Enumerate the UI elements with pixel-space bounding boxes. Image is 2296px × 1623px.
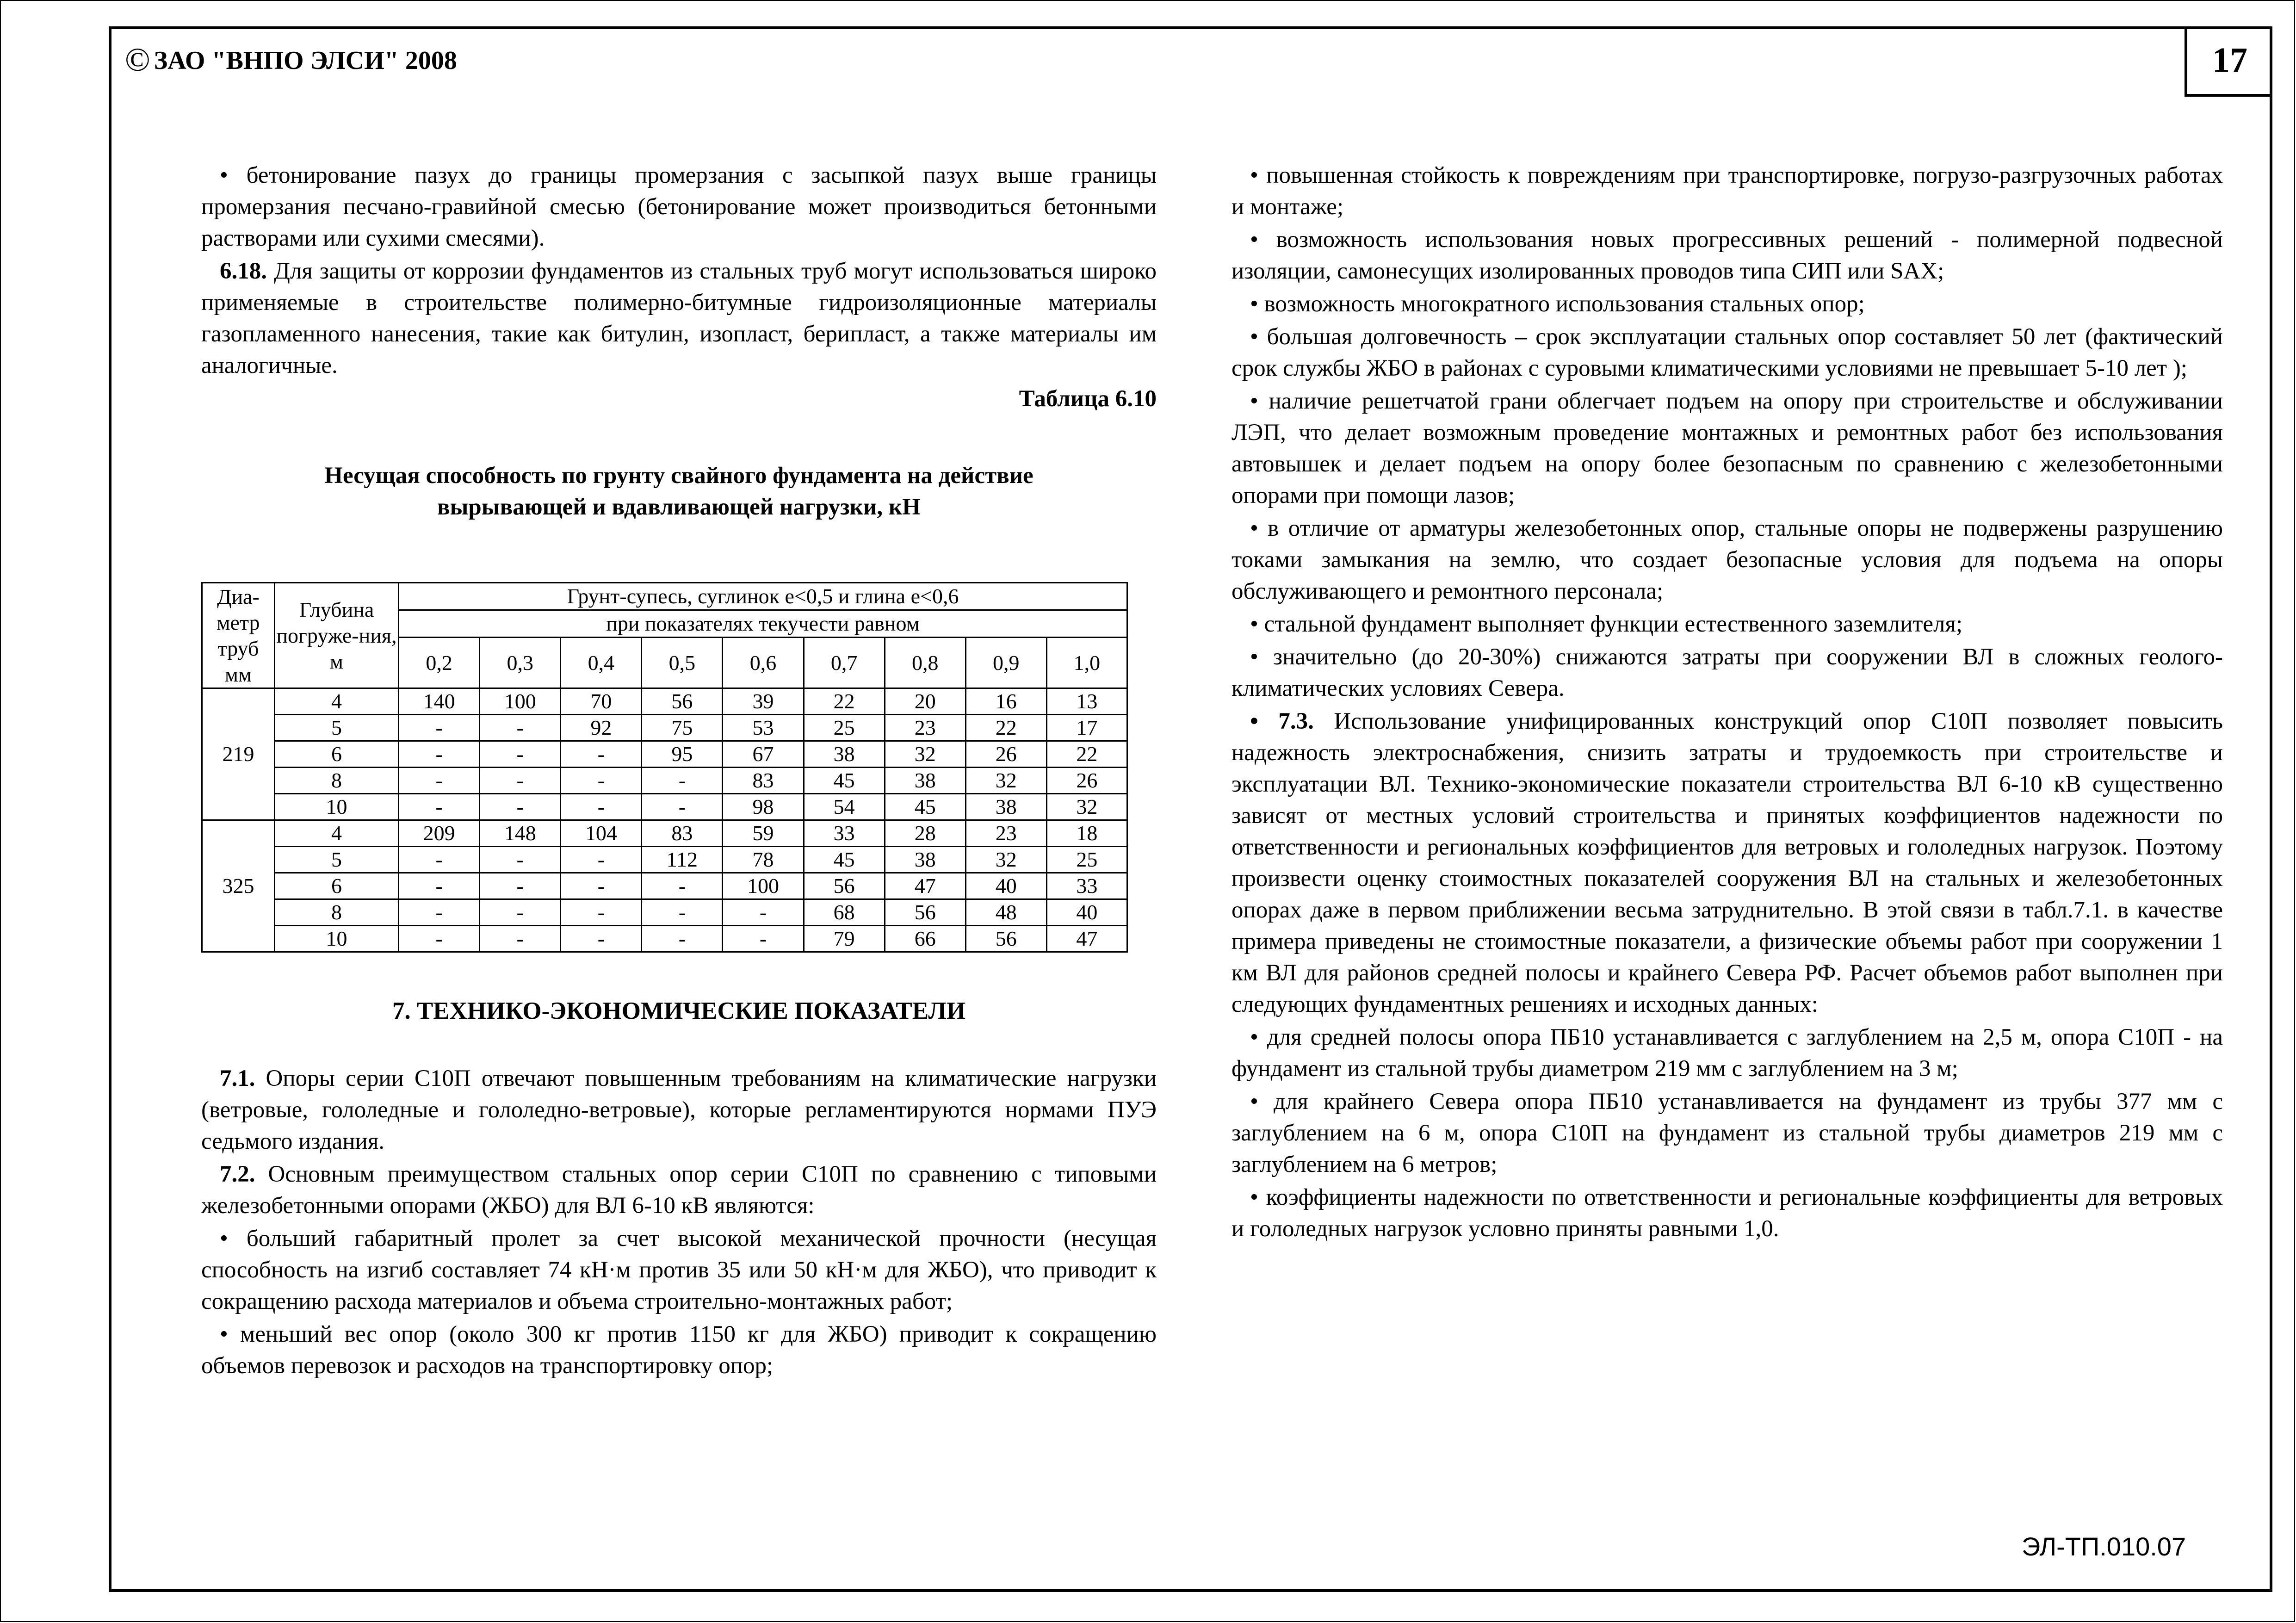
- depth-value: 4: [274, 820, 398, 847]
- pipe-diameter: 219: [202, 688, 275, 820]
- left-column: [201, 160, 1157, 1381]
- depth-value: 4: [274, 688, 398, 715]
- capacity-value: 68: [804, 899, 885, 926]
- capacity-value: 38: [965, 794, 1046, 820]
- capacity-value: -: [480, 715, 561, 741]
- capacity-value: 78: [723, 847, 804, 873]
- table-caption-line-2: вырывающей и вдавливающей нагрузки, кН: [437, 494, 921, 520]
- depth-value: 6: [274, 741, 398, 768]
- table-caption: [201, 460, 1157, 523]
- capacity-value: -: [480, 926, 561, 952]
- header-fluidity-value: 0,8: [885, 638, 965, 688]
- capacity-value: -: [480, 899, 561, 926]
- bullet-middle-zone: • для средней полосы опора ПБ10 устанавливается с заглублением на 2,5 м, опора С10П - на фундамент из стальной трубы диаметром 219 мм с заглублением на 3 м;: [1232, 1024, 2223, 1082]
- capacity-value: 23: [885, 715, 965, 741]
- capacity-value: -: [561, 794, 642, 820]
- capacity-value: -: [399, 926, 480, 952]
- capacity-value: 83: [723, 768, 804, 794]
- capacity-value: 56: [885, 899, 965, 926]
- header-soil: Грунт-супесь, суглинок е<0,5 и глина е<0,6: [399, 583, 1127, 610]
- capacity-value: -: [723, 899, 804, 926]
- bullet-weight: • меньший вес опор (около 300 кг против 1150 кг для ЖБО) приводит к сокращению объемов перевозок и расходов на транспортировку опор;: [201, 1321, 1157, 1379]
- capacity-value: 112: [642, 847, 723, 873]
- header-fluidity-value: 0,6: [723, 638, 804, 688]
- capacity-value: 75: [642, 715, 723, 741]
- header-diameter: Диа-метр труб мм: [202, 583, 275, 688]
- capacity-value: 25: [804, 715, 885, 741]
- clause-number: • 7.3.: [1250, 708, 1314, 734]
- capacity-value: 38: [804, 741, 885, 768]
- bullet-fault-currents: • в отличие от арматуры железобетонных опор, стальные опоры не подвержены разрушению токами замыкания на землю, что создает безопасные условия для подъема на опоры обслуживающего и ремонтного персонала;: [1232, 515, 2223, 604]
- capacity-value: 47: [885, 873, 965, 899]
- depth-value: 10: [274, 926, 398, 952]
- table-row: [202, 873, 1127, 899]
- capacity-value: 100: [480, 688, 561, 715]
- clause-number: 6.18.: [220, 258, 267, 284]
- capacity-value: 26: [1046, 768, 1127, 794]
- bullet-longevity: • большая долговечность – срок эксплуатации стальных опор составляет 50 лет (фактический срок службы ЖБО в районах с суровыми климатическими условиями не превышает 5-10 лет );: [1232, 324, 2223, 381]
- capacity-value: -: [399, 741, 480, 768]
- capacity-value: -: [480, 741, 561, 768]
- header-fluidity-value: 0,2: [399, 638, 480, 688]
- capacity-value: 92: [561, 715, 642, 741]
- bullet-new-solutions: • возможность использования новых прогрессивных решений - полимерной подвесной изоляции, самонесущих изолированных проводов типа СИП или SAX;: [1232, 227, 2223, 284]
- capacity-value: 209: [399, 820, 480, 847]
- page-number: 17: [2212, 40, 2247, 80]
- header-fluidity-value: 0,4: [561, 638, 642, 688]
- capacity-value: 83: [642, 820, 723, 847]
- table-caption-line-1: Несущая способность по грунту свайного фундамента на действие: [324, 463, 1034, 489]
- capacity-value: 16: [965, 688, 1046, 715]
- capacity-value: 33: [1046, 873, 1127, 899]
- capacity-value: 32: [965, 847, 1046, 873]
- capacity-value: -: [480, 847, 561, 873]
- capacity-value: 53: [723, 715, 804, 741]
- paragraph-text: Основным преимуществом стальных опор серии С10П по сравнению с типовыми железобетонными опорами (ЖБО) для ВЛ 6-10 кВ являются:: [201, 1161, 1157, 1219]
- capacity-value: -: [480, 794, 561, 820]
- capacity-value: -: [561, 741, 642, 768]
- table-row: [202, 715, 1127, 741]
- paragraph-text: Для защиты от коррозии фундаментов из стальных труб могут использоваться широко применяемые в строительстве полимерно-битумные гидроизоляционные материалы газопламенного нанесения, такие как битулин, изопласт, берипласт, а также материалы им аналогичные.: [201, 258, 1157, 378]
- table-row: [202, 820, 1127, 847]
- capacity-value: 23: [965, 820, 1046, 847]
- capacity-value: -: [399, 899, 480, 926]
- bullet-durability-transport: • повышенная стойкость к повреждениям при транспортировке, погрузо-разгрузочных работах и монтаже;: [1232, 162, 2223, 220]
- capacity-value: 45: [804, 768, 885, 794]
- clause-number: 7.2.: [220, 1161, 255, 1187]
- header-fluidity-value: 0,5: [642, 638, 723, 688]
- capacity-value: -: [642, 768, 723, 794]
- capacity-value: -: [480, 768, 561, 794]
- table-row: [202, 741, 1127, 768]
- capacity-value: 48: [965, 899, 1046, 926]
- depth-value: 10: [274, 794, 398, 820]
- paragraph-7-3: [1232, 706, 2223, 1020]
- table-row: [202, 768, 1127, 794]
- depth-value: 5: [274, 715, 398, 741]
- capacity-value: 13: [1046, 688, 1127, 715]
- capacity-value: 18: [1046, 820, 1127, 847]
- company-year: ЗАО "ВНПО ЭЛСИ" 2008: [154, 46, 457, 75]
- capacity-value: -: [642, 899, 723, 926]
- capacity-value: 22: [965, 715, 1046, 741]
- capacity-value: 32: [1046, 794, 1127, 820]
- paragraph-7-1: [201, 1063, 1157, 1157]
- right-column: [1232, 160, 2223, 1245]
- capacity-value: 59: [723, 820, 804, 847]
- pipe-diameter: 325: [202, 820, 275, 952]
- paragraph-concreting: • бетонирование пазух до границы промерзания с засыпкой пазух выше границы промерзания песчано-гравийной смесью (бетонирование может производиться бетонными растворами или сухими смесями).: [201, 162, 1157, 251]
- paragraph-7-2: [201, 1158, 1157, 1221]
- capacity-value: 39: [723, 688, 804, 715]
- header-fluidity-value: 1,0: [1046, 638, 1127, 688]
- capacity-value: 148: [480, 820, 561, 847]
- bullet-grounding: • стальной фундамент выполняет функции естественного заземлителя;: [1250, 611, 1963, 637]
- header-title: [125, 41, 457, 79]
- capacity-value: 40: [1046, 899, 1127, 926]
- capacity-value: 32: [885, 741, 965, 768]
- document-code: ЭЛ-ТП.010.07: [2022, 1532, 2186, 1561]
- bullet-span: • больший габаритный пролет за счет высокой механической прочности (несущая способность на изгиб составляет 74 кН·м против 35 или 50 кН·м для ЖБО), что приводит к сокращению расхода материалов и объема строительно-монтажных работ;: [201, 1226, 1157, 1314]
- capacity-value: 22: [804, 688, 885, 715]
- capacity-value: 32: [965, 768, 1046, 794]
- capacity-value: 47: [1046, 926, 1127, 952]
- header-depth: Глубина погруже-ния, м: [274, 583, 398, 688]
- header-fluidity-value: 0,3: [480, 638, 561, 688]
- depth-value: 6: [274, 873, 398, 899]
- capacity-value: 38: [885, 847, 965, 873]
- capacity-value: 56: [965, 926, 1046, 952]
- table-row: [202, 794, 1127, 820]
- capacity-value: -: [399, 715, 480, 741]
- capacity-value: 56: [804, 873, 885, 899]
- bullet-lattice-face: • наличие решетчатой грани облегчает подъем на опору при строительстве и обслуживании ЛЭП, что делает возможным проведение монтажных и ремонтных работ без использования автовышек и делает подъем на опору более безопасным по сравнению с железобетонными опорами при помощи лазов;: [1232, 388, 2223, 508]
- paragraph-6-18: [201, 255, 1157, 381]
- capacity-value: 45: [885, 794, 965, 820]
- paragraph-text: Опоры серии С10П отвечают повышенным требованиям на климатические нагрузки (ветровые, гололедные и гололедно-ветровые), которые регламентируются нормами ПУЭ седьмого издания.: [201, 1065, 1157, 1154]
- capacity-value: 104: [561, 820, 642, 847]
- capacity-value: -: [561, 873, 642, 899]
- capacity-value: 95: [642, 741, 723, 768]
- depth-value: 8: [274, 768, 398, 794]
- capacity-value: 54: [804, 794, 885, 820]
- table-label: Таблица 6.10: [1019, 386, 1157, 412]
- table-row: [202, 847, 1127, 873]
- capacity-value: 79: [804, 926, 885, 952]
- header-fluidity-value: 0,7: [804, 638, 885, 688]
- bullet-coefficients: • коэффициенты надежности по ответственности и региональные коэффициенты для ветровых и гололедных нагрузок условно приняты равными 1,0.: [1232, 1184, 2223, 1242]
- capacity-value: -: [399, 873, 480, 899]
- capacity-value: 33: [804, 820, 885, 847]
- bullet-far-north: • для крайнего Севера опора ПБ10 устанавливается на фундамент из трубы 377 мм с заглублением на 6 м, опора С10П на фундамент из стальной трубы диаметров 219 мм с заглублением на 6 метров;: [1232, 1089, 2223, 1177]
- capacity-value: 100: [723, 873, 804, 899]
- capacity-value: 17: [1046, 715, 1127, 741]
- capacity-value: 26: [965, 741, 1046, 768]
- capacity-value: 140: [399, 688, 480, 715]
- capacity-value: 45: [804, 847, 885, 873]
- header-fluidity-value: 0,9: [965, 638, 1046, 688]
- section-title: 7. ТЕХНИКО-ЭКОНОМИЧЕСКИЕ ПОКАЗАТЕЛИ: [392, 997, 966, 1024]
- capacity-value: 98: [723, 794, 804, 820]
- depth-value: 8: [274, 899, 398, 926]
- capacity-value: -: [723, 926, 804, 952]
- bullet-reuse: • возможность многократного использования стальных опор;: [1250, 291, 1865, 317]
- capacity-value: -: [642, 873, 723, 899]
- capacity-value: -: [399, 794, 480, 820]
- clause-number: 7.1.: [220, 1065, 255, 1091]
- capacity-value: -: [561, 899, 642, 926]
- capacity-value: 70: [561, 688, 642, 715]
- capacity-value: 28: [885, 820, 965, 847]
- bearing-capacity-table: [201, 582, 1128, 953]
- capacity-value: -: [399, 768, 480, 794]
- capacity-value: 20: [885, 688, 965, 715]
- capacity-value: 67: [723, 741, 804, 768]
- table-row: [202, 899, 1127, 926]
- copyright-symbol: ©: [125, 41, 150, 78]
- capacity-value: -: [561, 768, 642, 794]
- table-row: [202, 926, 1127, 952]
- capacity-value: -: [561, 926, 642, 952]
- paragraph-text: Использование унифицированных конструкций опор С10П позволяет повысить надежность электроснабжения, снизить затраты и трудоемкость при строительстве и эксплуатации ВЛ. Технико-экономические показатели строительства ВЛ 6-10 кВ существенно зависят от местных условий строительства и принятых коэффициентов надежности по ответственности и региональных коэффициентов для ветровых и гололедных нагрузок. Поэтому произвести оценку стоимостных показателей сооружения ВЛ на стальных и железобетонных опорах даже в первом приближении весьма затруднительно. В этой связи в табл.7.1. в качестве примера приведены не стоимостные показатели, а физические объемы работ при сооружении 1 км ВЛ для районов средней полосы и крайнего Севера РФ. Расчет объемов работ выполнен при следующих фундаментных решениях и исходных данных:: [1232, 708, 2223, 1017]
- capacity-value: -: [642, 794, 723, 820]
- capacity-value: 40: [965, 873, 1046, 899]
- capacity-value: -: [480, 873, 561, 899]
- header-fluidity: при показателях текучести равном: [399, 610, 1127, 638]
- capacity-value: -: [642, 926, 723, 952]
- capacity-value: 25: [1046, 847, 1127, 873]
- table-row: [202, 688, 1127, 715]
- capacity-value: 66: [885, 926, 965, 952]
- depth-value: 5: [274, 847, 398, 873]
- capacity-value: -: [561, 847, 642, 873]
- page-number-box: [2185, 26, 2272, 97]
- capacity-value: 22: [1046, 741, 1127, 768]
- bullet-cost-reduction: • значительно (до 20-30%) снижаются затраты при сооружении ВЛ в сложных геолого-климатических условиях Севера.: [1232, 644, 2223, 701]
- capacity-value: 56: [642, 688, 723, 715]
- capacity-value: -: [399, 847, 480, 873]
- capacity-value: 38: [885, 768, 965, 794]
